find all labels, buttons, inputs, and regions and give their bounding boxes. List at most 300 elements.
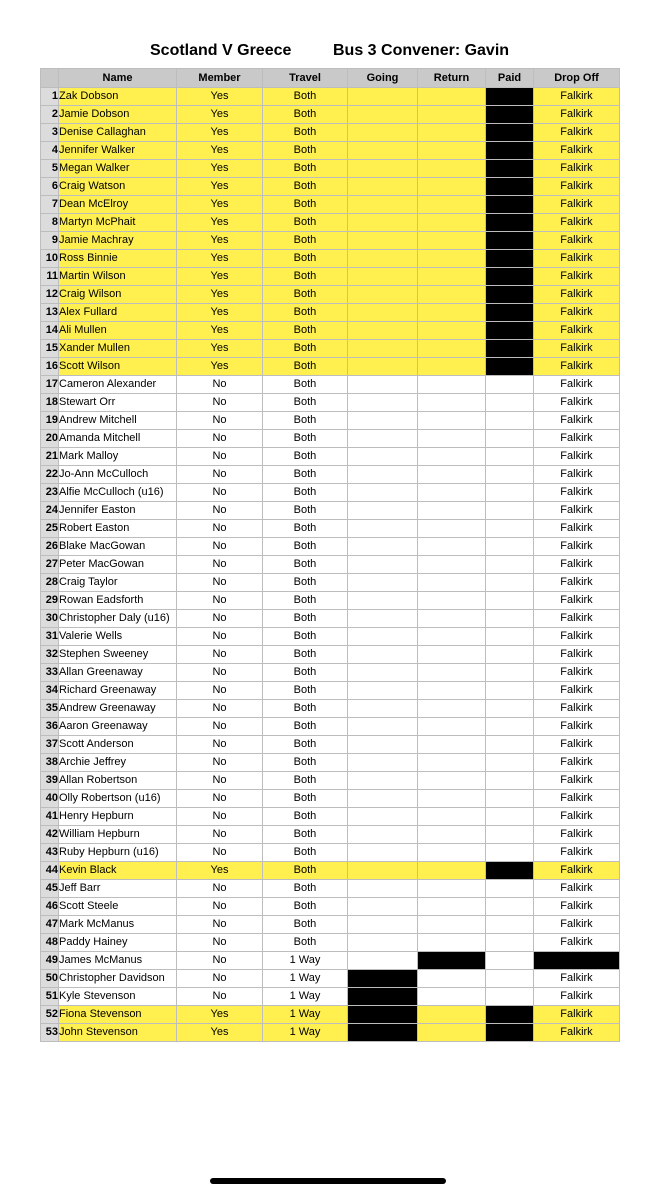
return-cell[interactable] bbox=[418, 448, 486, 466]
going-cell[interactable] bbox=[348, 1024, 418, 1042]
return-cell[interactable] bbox=[418, 502, 486, 520]
name-cell[interactable]: James McManus bbox=[59, 952, 177, 970]
travel-cell[interactable]: 1 Way bbox=[263, 970, 348, 988]
name-cell[interactable]: Alfie McCulloch (u16) bbox=[59, 484, 177, 502]
name-cell[interactable]: Cameron Alexander bbox=[59, 376, 177, 394]
paid-cell[interactable] bbox=[486, 754, 534, 772]
member-cell[interactable]: Yes bbox=[177, 250, 263, 268]
going-cell[interactable] bbox=[348, 736, 418, 754]
paid-cell[interactable] bbox=[486, 178, 534, 196]
name-cell[interactable]: Martyn McPhait bbox=[59, 214, 177, 232]
paid-cell[interactable] bbox=[486, 160, 534, 178]
return-cell[interactable] bbox=[418, 124, 486, 142]
return-cell[interactable] bbox=[418, 862, 486, 880]
return-cell[interactable] bbox=[418, 700, 486, 718]
name-cell[interactable]: Rowan Eadsforth bbox=[59, 592, 177, 610]
going-cell[interactable] bbox=[348, 304, 418, 322]
name-cell[interactable]: Ross Binnie bbox=[59, 250, 177, 268]
paid-cell[interactable] bbox=[486, 682, 534, 700]
dropoff-cell[interactable]: Falkirk bbox=[534, 862, 620, 880]
home-indicator[interactable] bbox=[210, 1178, 446, 1184]
dropoff-cell[interactable]: Falkirk bbox=[534, 178, 620, 196]
paid-cell[interactable] bbox=[486, 196, 534, 214]
member-cell[interactable]: Yes bbox=[177, 304, 263, 322]
member-cell[interactable]: No bbox=[177, 664, 263, 682]
dropoff-cell[interactable]: Falkirk bbox=[534, 898, 620, 916]
name-cell[interactable]: Jamie Dobson bbox=[59, 106, 177, 124]
paid-cell[interactable] bbox=[486, 430, 534, 448]
name-cell[interactable]: Stephen Sweeney bbox=[59, 646, 177, 664]
dropoff-cell[interactable]: Falkirk bbox=[534, 394, 620, 412]
member-cell[interactable]: No bbox=[177, 790, 263, 808]
travel-cell[interactable]: Both bbox=[263, 466, 348, 484]
return-cell[interactable] bbox=[418, 844, 486, 862]
name-cell[interactable]: Megan Walker bbox=[59, 160, 177, 178]
member-cell[interactable]: No bbox=[177, 898, 263, 916]
travel-cell[interactable]: Both bbox=[263, 916, 348, 934]
dropoff-cell[interactable]: Falkirk bbox=[534, 358, 620, 376]
name-cell[interactable]: Jennifer Easton bbox=[59, 502, 177, 520]
going-cell[interactable] bbox=[348, 754, 418, 772]
name-cell[interactable]: Ali Mullen bbox=[59, 322, 177, 340]
travel-cell[interactable]: Both bbox=[263, 556, 348, 574]
dropoff-cell[interactable]: Falkirk bbox=[534, 466, 620, 484]
col-header-travel[interactable]: Travel bbox=[263, 69, 348, 88]
member-cell[interactable]: Yes bbox=[177, 232, 263, 250]
name-cell[interactable]: Archie Jeffrey bbox=[59, 754, 177, 772]
travel-cell[interactable]: Both bbox=[263, 448, 348, 466]
return-cell[interactable] bbox=[418, 1024, 486, 1042]
travel-cell[interactable]: Both bbox=[263, 664, 348, 682]
member-cell[interactable]: No bbox=[177, 826, 263, 844]
travel-cell[interactable]: Both bbox=[263, 700, 348, 718]
col-header-dropoff[interactable]: Drop Off bbox=[534, 69, 620, 88]
return-cell[interactable] bbox=[418, 1006, 486, 1024]
dropoff-cell[interactable]: Falkirk bbox=[534, 664, 620, 682]
travel-cell[interactable]: Both bbox=[263, 934, 348, 952]
member-cell[interactable]: Yes bbox=[177, 268, 263, 286]
return-cell[interactable] bbox=[418, 772, 486, 790]
dropoff-cell[interactable]: Falkirk bbox=[534, 250, 620, 268]
paid-cell[interactable] bbox=[486, 556, 534, 574]
member-cell[interactable]: Yes bbox=[177, 322, 263, 340]
paid-cell[interactable] bbox=[486, 628, 534, 646]
return-cell[interactable] bbox=[418, 88, 486, 106]
going-cell[interactable] bbox=[348, 286, 418, 304]
member-cell[interactable]: No bbox=[177, 430, 263, 448]
dropoff-cell[interactable]: Falkirk bbox=[534, 682, 620, 700]
member-cell[interactable]: Yes bbox=[177, 160, 263, 178]
name-cell[interactable]: Jo-Ann McCulloch bbox=[59, 466, 177, 484]
going-cell[interactable] bbox=[348, 466, 418, 484]
going-cell[interactable] bbox=[348, 448, 418, 466]
travel-cell[interactable]: Both bbox=[263, 898, 348, 916]
name-cell[interactable]: Christopher Davidson bbox=[59, 970, 177, 988]
member-cell[interactable]: No bbox=[177, 412, 263, 430]
paid-cell[interactable] bbox=[486, 736, 534, 754]
name-cell[interactable]: Scott Anderson bbox=[59, 736, 177, 754]
paid-cell[interactable] bbox=[486, 376, 534, 394]
dropoff-cell[interactable]: Falkirk bbox=[534, 520, 620, 538]
paid-cell[interactable] bbox=[486, 574, 534, 592]
member-cell[interactable]: No bbox=[177, 574, 263, 592]
travel-cell[interactable]: 1 Way bbox=[263, 1024, 348, 1042]
going-cell[interactable] bbox=[348, 88, 418, 106]
travel-cell[interactable]: Both bbox=[263, 718, 348, 736]
member-cell[interactable]: No bbox=[177, 376, 263, 394]
going-cell[interactable] bbox=[348, 682, 418, 700]
dropoff-cell[interactable]: Falkirk bbox=[534, 610, 620, 628]
travel-cell[interactable]: Both bbox=[263, 196, 348, 214]
name-cell[interactable]: Valerie Wells bbox=[59, 628, 177, 646]
return-cell[interactable] bbox=[418, 646, 486, 664]
return-cell[interactable] bbox=[418, 178, 486, 196]
name-cell[interactable]: Aaron Greenaway bbox=[59, 718, 177, 736]
going-cell[interactable] bbox=[348, 1006, 418, 1024]
name-cell[interactable]: Blake MacGowan bbox=[59, 538, 177, 556]
paid-cell[interactable] bbox=[486, 466, 534, 484]
return-cell[interactable] bbox=[418, 934, 486, 952]
member-cell[interactable]: No bbox=[177, 592, 263, 610]
dropoff-cell[interactable]: Falkirk bbox=[534, 430, 620, 448]
going-cell[interactable] bbox=[348, 790, 418, 808]
name-cell[interactable]: Jennifer Walker bbox=[59, 142, 177, 160]
going-cell[interactable] bbox=[348, 862, 418, 880]
member-cell[interactable]: No bbox=[177, 808, 263, 826]
member-cell[interactable]: No bbox=[177, 916, 263, 934]
going-cell[interactable] bbox=[348, 178, 418, 196]
member-cell[interactable]: No bbox=[177, 934, 263, 952]
going-cell[interactable] bbox=[348, 898, 418, 916]
name-cell[interactable]: Jeff Barr bbox=[59, 880, 177, 898]
going-cell[interactable] bbox=[348, 952, 418, 970]
dropoff-cell[interactable]: Falkirk bbox=[534, 448, 620, 466]
col-header-return[interactable]: Return bbox=[418, 69, 486, 88]
going-cell[interactable] bbox=[348, 502, 418, 520]
name-cell[interactable]: Dean McElroy bbox=[59, 196, 177, 214]
paid-cell[interactable] bbox=[486, 1024, 534, 1042]
paid-cell[interactable] bbox=[486, 844, 534, 862]
return-cell[interactable] bbox=[418, 232, 486, 250]
going-cell[interactable] bbox=[348, 772, 418, 790]
return-cell[interactable] bbox=[418, 736, 486, 754]
return-cell[interactable] bbox=[418, 430, 486, 448]
paid-cell[interactable] bbox=[486, 268, 534, 286]
name-cell[interactable]: Peter MacGowan bbox=[59, 556, 177, 574]
paid-cell[interactable] bbox=[486, 502, 534, 520]
dropoff-cell[interactable]: Falkirk bbox=[534, 628, 620, 646]
paid-cell[interactable] bbox=[486, 610, 534, 628]
going-cell[interactable] bbox=[348, 340, 418, 358]
member-cell[interactable]: Yes bbox=[177, 340, 263, 358]
travel-cell[interactable]: Both bbox=[263, 232, 348, 250]
travel-cell[interactable]: Both bbox=[263, 394, 348, 412]
member-cell[interactable]: No bbox=[177, 700, 263, 718]
dropoff-cell[interactable]: Falkirk bbox=[534, 196, 620, 214]
paid-cell[interactable] bbox=[486, 106, 534, 124]
dropoff-cell[interactable]: Falkirk bbox=[534, 988, 620, 1006]
name-cell[interactable]: Mark Malloy bbox=[59, 448, 177, 466]
member-cell[interactable]: No bbox=[177, 520, 263, 538]
going-cell[interactable] bbox=[348, 826, 418, 844]
dropoff-cell[interactable]: Falkirk bbox=[534, 916, 620, 934]
member-cell[interactable]: No bbox=[177, 970, 263, 988]
return-cell[interactable] bbox=[418, 952, 486, 970]
dropoff-cell[interactable]: Falkirk bbox=[534, 484, 620, 502]
name-cell[interactable]: Stewart Orr bbox=[59, 394, 177, 412]
travel-cell[interactable]: Both bbox=[263, 790, 348, 808]
return-cell[interactable] bbox=[418, 376, 486, 394]
going-cell[interactable] bbox=[348, 610, 418, 628]
return-cell[interactable] bbox=[418, 394, 486, 412]
travel-cell[interactable]: Both bbox=[263, 214, 348, 232]
name-cell[interactable]: Denise Callaghan bbox=[59, 124, 177, 142]
travel-cell[interactable]: Both bbox=[263, 358, 348, 376]
paid-cell[interactable] bbox=[486, 790, 534, 808]
return-cell[interactable] bbox=[418, 826, 486, 844]
name-cell[interactable]: Zak Dobson bbox=[59, 88, 177, 106]
dropoff-cell[interactable]: Falkirk bbox=[534, 556, 620, 574]
travel-cell[interactable]: Both bbox=[263, 754, 348, 772]
paid-cell[interactable] bbox=[486, 952, 534, 970]
name-cell[interactable]: Allan Greenaway bbox=[59, 664, 177, 682]
travel-cell[interactable]: Both bbox=[263, 574, 348, 592]
travel-cell[interactable]: 1 Way bbox=[263, 988, 348, 1006]
going-cell[interactable] bbox=[348, 664, 418, 682]
travel-cell[interactable]: Both bbox=[263, 268, 348, 286]
dropoff-cell[interactable]: Falkirk bbox=[534, 754, 620, 772]
name-cell[interactable]: Paddy Hainey bbox=[59, 934, 177, 952]
going-cell[interactable] bbox=[348, 430, 418, 448]
travel-cell[interactable]: Both bbox=[263, 412, 348, 430]
paid-cell[interactable] bbox=[486, 520, 534, 538]
paid-cell[interactable] bbox=[486, 988, 534, 1006]
member-cell[interactable]: No bbox=[177, 754, 263, 772]
travel-cell[interactable]: Both bbox=[263, 286, 348, 304]
travel-cell[interactable]: Both bbox=[263, 304, 348, 322]
return-cell[interactable] bbox=[418, 898, 486, 916]
going-cell[interactable] bbox=[348, 484, 418, 502]
travel-cell[interactable]: Both bbox=[263, 592, 348, 610]
travel-cell[interactable]: Both bbox=[263, 682, 348, 700]
paid-cell[interactable] bbox=[486, 286, 534, 304]
return-cell[interactable] bbox=[418, 970, 486, 988]
return-cell[interactable] bbox=[418, 214, 486, 232]
dropoff-cell[interactable]: Falkirk bbox=[534, 268, 620, 286]
name-cell[interactable]: Amanda Mitchell bbox=[59, 430, 177, 448]
dropoff-cell[interactable]: Falkirk bbox=[534, 700, 620, 718]
going-cell[interactable] bbox=[348, 808, 418, 826]
member-cell[interactable]: Yes bbox=[177, 106, 263, 124]
travel-cell[interactable]: Both bbox=[263, 808, 348, 826]
going-cell[interactable] bbox=[348, 700, 418, 718]
travel-cell[interactable]: Both bbox=[263, 610, 348, 628]
dropoff-cell[interactable]: Falkirk bbox=[534, 646, 620, 664]
dropoff-cell[interactable]: Falkirk bbox=[534, 412, 620, 430]
travel-cell[interactable]: Both bbox=[263, 322, 348, 340]
going-cell[interactable] bbox=[348, 988, 418, 1006]
name-cell[interactable]: Olly Robertson (u16) bbox=[59, 790, 177, 808]
return-cell[interactable] bbox=[418, 268, 486, 286]
return-cell[interactable] bbox=[418, 790, 486, 808]
travel-cell[interactable]: Both bbox=[263, 844, 348, 862]
travel-cell[interactable]: Both bbox=[263, 250, 348, 268]
member-cell[interactable]: Yes bbox=[177, 862, 263, 880]
dropoff-cell[interactable]: Falkirk bbox=[534, 736, 620, 754]
dropoff-cell[interactable]: Falkirk bbox=[534, 790, 620, 808]
return-cell[interactable] bbox=[418, 592, 486, 610]
return-cell[interactable] bbox=[418, 574, 486, 592]
name-cell[interactable]: Craig Wilson bbox=[59, 286, 177, 304]
return-cell[interactable] bbox=[418, 142, 486, 160]
member-cell[interactable]: Yes bbox=[177, 88, 263, 106]
dropoff-cell[interactable]: Falkirk bbox=[534, 286, 620, 304]
name-cell[interactable]: Scott Wilson bbox=[59, 358, 177, 376]
return-cell[interactable] bbox=[418, 916, 486, 934]
member-cell[interactable]: No bbox=[177, 556, 263, 574]
dropoff-cell[interactable]: Falkirk bbox=[534, 808, 620, 826]
going-cell[interactable] bbox=[348, 628, 418, 646]
paid-cell[interactable] bbox=[486, 592, 534, 610]
member-cell[interactable]: Yes bbox=[177, 124, 263, 142]
going-cell[interactable] bbox=[348, 556, 418, 574]
return-cell[interactable] bbox=[418, 682, 486, 700]
paid-cell[interactable] bbox=[486, 772, 534, 790]
going-cell[interactable] bbox=[348, 574, 418, 592]
going-cell[interactable] bbox=[348, 412, 418, 430]
dropoff-cell[interactable]: Falkirk bbox=[534, 142, 620, 160]
travel-cell[interactable]: Both bbox=[263, 880, 348, 898]
member-cell[interactable]: No bbox=[177, 466, 263, 484]
name-cell[interactable]: Martin Wilson bbox=[59, 268, 177, 286]
travel-cell[interactable]: Both bbox=[263, 502, 348, 520]
return-cell[interactable] bbox=[418, 304, 486, 322]
name-cell[interactable]: William Hepburn bbox=[59, 826, 177, 844]
member-cell[interactable]: Yes bbox=[177, 178, 263, 196]
return-cell[interactable] bbox=[418, 754, 486, 772]
member-cell[interactable]: Yes bbox=[177, 196, 263, 214]
paid-cell[interactable] bbox=[486, 934, 534, 952]
dropoff-cell[interactable]: Falkirk bbox=[534, 376, 620, 394]
going-cell[interactable] bbox=[348, 268, 418, 286]
going-cell[interactable] bbox=[348, 376, 418, 394]
member-cell[interactable]: Yes bbox=[177, 1006, 263, 1024]
going-cell[interactable] bbox=[348, 160, 418, 178]
travel-cell[interactable]: Both bbox=[263, 520, 348, 538]
paid-cell[interactable] bbox=[486, 862, 534, 880]
paid-cell[interactable] bbox=[486, 142, 534, 160]
member-cell[interactable]: Yes bbox=[177, 214, 263, 232]
return-cell[interactable] bbox=[418, 538, 486, 556]
paid-cell[interactable] bbox=[486, 412, 534, 430]
going-cell[interactable] bbox=[348, 520, 418, 538]
name-cell[interactable]: Christopher Daly (u16) bbox=[59, 610, 177, 628]
name-cell[interactable]: John Stevenson bbox=[59, 1024, 177, 1042]
dropoff-cell[interactable]: Falkirk bbox=[534, 106, 620, 124]
name-cell[interactable]: Kevin Black bbox=[59, 862, 177, 880]
going-cell[interactable] bbox=[348, 916, 418, 934]
paid-cell[interactable] bbox=[486, 1006, 534, 1024]
paid-cell[interactable] bbox=[486, 718, 534, 736]
col-header-name[interactable]: Name bbox=[59, 69, 177, 88]
travel-cell[interactable]: Both bbox=[263, 142, 348, 160]
return-cell[interactable] bbox=[418, 286, 486, 304]
travel-cell[interactable]: Both bbox=[263, 862, 348, 880]
return-cell[interactable] bbox=[418, 160, 486, 178]
dropoff-cell[interactable]: Falkirk bbox=[534, 88, 620, 106]
member-cell[interactable]: No bbox=[177, 484, 263, 502]
member-cell[interactable]: No bbox=[177, 682, 263, 700]
return-cell[interactable] bbox=[418, 664, 486, 682]
travel-cell[interactable]: 1 Way bbox=[263, 952, 348, 970]
travel-cell[interactable]: Both bbox=[263, 772, 348, 790]
name-cell[interactable]: Xander Mullen bbox=[59, 340, 177, 358]
return-cell[interactable] bbox=[418, 466, 486, 484]
name-cell[interactable]: Craig Watson bbox=[59, 178, 177, 196]
paid-cell[interactable] bbox=[486, 214, 534, 232]
member-cell[interactable]: No bbox=[177, 844, 263, 862]
name-cell[interactable]: Jamie Machray bbox=[59, 232, 177, 250]
dropoff-cell[interactable]: Falkirk bbox=[534, 304, 620, 322]
return-cell[interactable] bbox=[418, 484, 486, 502]
dropoff-cell[interactable]: Falkirk bbox=[534, 160, 620, 178]
col-header-paid[interactable]: Paid bbox=[486, 69, 534, 88]
going-cell[interactable] bbox=[348, 538, 418, 556]
going-cell[interactable] bbox=[348, 232, 418, 250]
name-cell[interactable]: Kyle Stevenson bbox=[59, 988, 177, 1006]
going-cell[interactable] bbox=[348, 322, 418, 340]
return-cell[interactable] bbox=[418, 988, 486, 1006]
dropoff-cell[interactable]: Falkirk bbox=[534, 880, 620, 898]
paid-cell[interactable] bbox=[486, 124, 534, 142]
travel-cell[interactable]: Both bbox=[263, 538, 348, 556]
going-cell[interactable] bbox=[348, 106, 418, 124]
dropoff-cell[interactable]: Falkirk bbox=[534, 1024, 620, 1042]
going-cell[interactable] bbox=[348, 394, 418, 412]
name-cell[interactable]: Fiona Stevenson bbox=[59, 1006, 177, 1024]
going-cell[interactable] bbox=[348, 970, 418, 988]
travel-cell[interactable]: 1 Way bbox=[263, 1006, 348, 1024]
paid-cell[interactable] bbox=[486, 322, 534, 340]
paid-cell[interactable] bbox=[486, 304, 534, 322]
travel-cell[interactable]: Both bbox=[263, 628, 348, 646]
travel-cell[interactable]: Both bbox=[263, 430, 348, 448]
dropoff-cell[interactable]: Falkirk bbox=[534, 538, 620, 556]
member-cell[interactable]: Yes bbox=[177, 142, 263, 160]
paid-cell[interactable] bbox=[486, 898, 534, 916]
going-cell[interactable] bbox=[348, 880, 418, 898]
travel-cell[interactable]: Both bbox=[263, 376, 348, 394]
member-cell[interactable]: No bbox=[177, 718, 263, 736]
return-cell[interactable] bbox=[418, 358, 486, 376]
member-cell[interactable]: No bbox=[177, 880, 263, 898]
dropoff-cell[interactable]: Falkirk bbox=[534, 592, 620, 610]
paid-cell[interactable] bbox=[486, 340, 534, 358]
dropoff-cell[interactable]: Falkirk bbox=[534, 844, 620, 862]
paid-cell[interactable] bbox=[486, 700, 534, 718]
travel-cell[interactable]: Both bbox=[263, 88, 348, 106]
paid-cell[interactable] bbox=[486, 538, 534, 556]
travel-cell[interactable]: Both bbox=[263, 646, 348, 664]
return-cell[interactable] bbox=[418, 196, 486, 214]
travel-cell[interactable]: Both bbox=[263, 736, 348, 754]
member-cell[interactable]: No bbox=[177, 538, 263, 556]
travel-cell[interactable]: Both bbox=[263, 160, 348, 178]
name-cell[interactable]: Alex Fullard bbox=[59, 304, 177, 322]
return-cell[interactable] bbox=[418, 808, 486, 826]
going-cell[interactable] bbox=[348, 718, 418, 736]
member-cell[interactable]: No bbox=[177, 988, 263, 1006]
